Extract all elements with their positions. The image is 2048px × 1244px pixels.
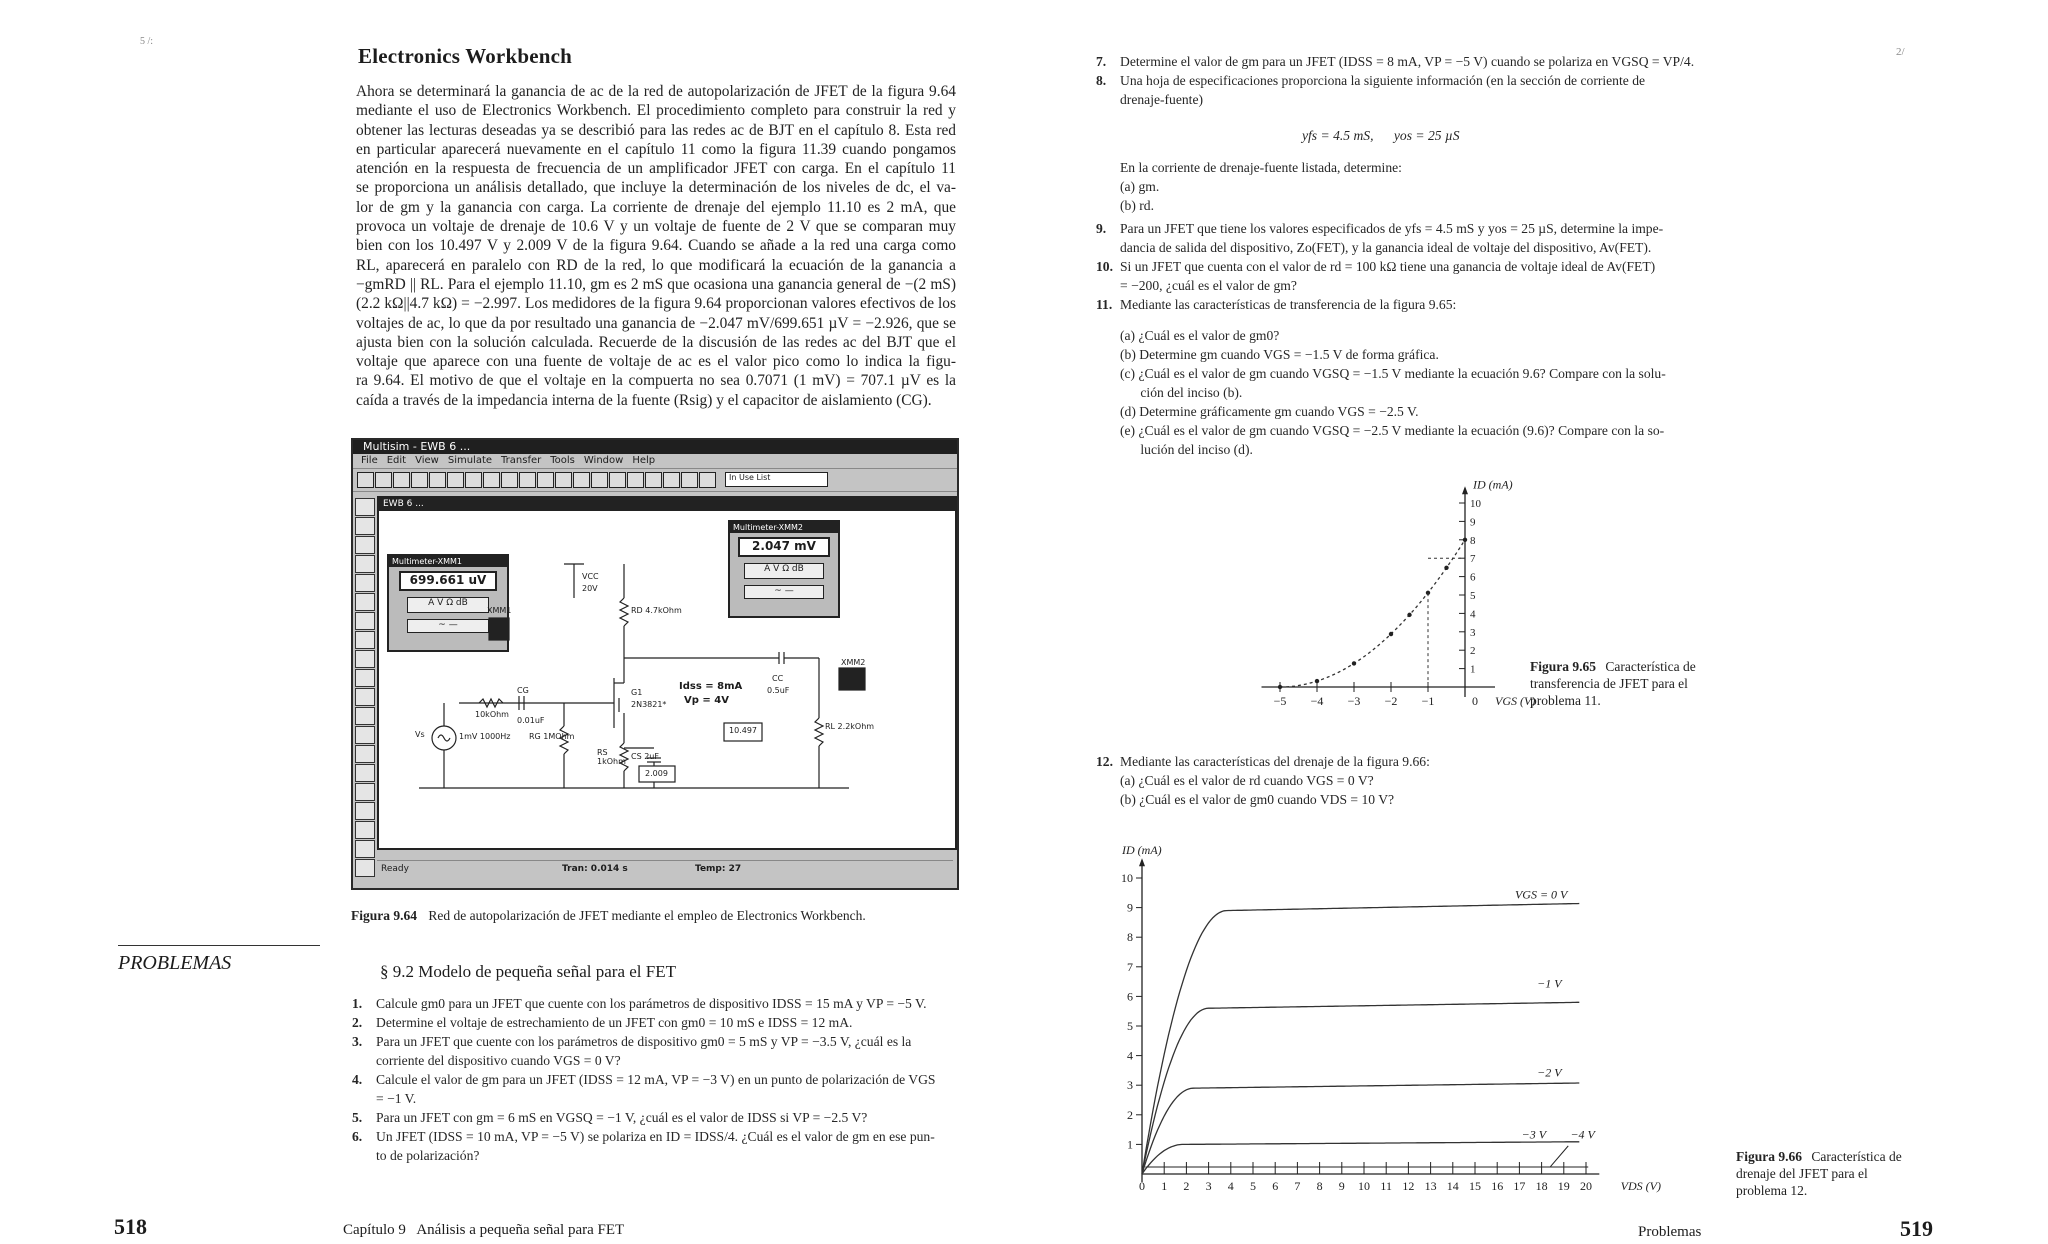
toolbar-button[interactable] [411, 472, 428, 488]
component-icon[interactable] [355, 574, 375, 592]
x-tick-label: 3 [1205, 1179, 1212, 1193]
toolbar-button[interactable] [573, 472, 590, 488]
component-icon[interactable] [355, 802, 375, 820]
meter2-display: 2.047 mV [738, 537, 830, 557]
paragraph-line: (2.2 kΩ||4.7 kΩ) = −2.997. Los medidores de la figura 9.64 proporcionan valores efectivos de los [356, 295, 956, 313]
subquestion: lución del inciso (d). [1120, 442, 1253, 457]
y-tick-label: 5 [1127, 1019, 1133, 1033]
xmm1-label: XMM1 [487, 606, 512, 615]
x-tick-label: 2 [1183, 1179, 1190, 1193]
data-point [1389, 632, 1393, 636]
problems-right-a [1096, 52, 1706, 109]
menu-item[interactable]: Help [632, 455, 656, 466]
fig64-label: Figura 9.64 [351, 908, 417, 923]
y-axis-arrow [1462, 486, 1468, 494]
toolbar-button[interactable] [429, 472, 446, 488]
subquestion: (b) ¿Cuál es el valor de gm0 cuando VDS = 10 V? [1120, 792, 1395, 807]
x-tick-label: 18 [1535, 1179, 1548, 1193]
x-tick-label: 0 [1139, 1179, 1145, 1193]
component-icon[interactable] [355, 593, 375, 611]
y-tick-label: 4 [1127, 1048, 1133, 1063]
x-tick-label: 16 [1491, 1179, 1504, 1193]
y-tick-label: 4 [1470, 608, 1476, 621]
paragraph-line: ajusta bien con la solución calculada. Recuerde de la discusión de las redes ac del BJT que el [356, 333, 956, 351]
ewb-screenshot [351, 438, 959, 890]
paragraph-line: provoca un voltaje de drenaje de 10.6 V y un voltaje de fuente de 2 V que se comparan muy [356, 218, 956, 236]
problem-number: 9. [1096, 221, 1107, 236]
problem-text: Mediante las características del drenaje de la figura 9.66: [1120, 754, 1430, 769]
cg-label: CG [517, 686, 529, 695]
y-tick-label: 2 [1127, 1107, 1133, 1122]
jfet-label: 2N3821* [631, 700, 667, 709]
problem-number: 10. [1096, 259, 1113, 274]
y-tick-label: 3 [1127, 1078, 1133, 1093]
meter2-mode[interactable]: ~ — [744, 585, 824, 599]
fig65-line2: problema 11. [1530, 693, 1601, 708]
problem-text: Determine el voltaje de estrechamiento de un JFET con gm0 = 10 mS e IDSS = 12 mA. [376, 1015, 853, 1030]
toolbar-button[interactable] [537, 472, 554, 488]
component-icon[interactable] [355, 859, 375, 877]
fig64-text: Red de autopolarización de JFET mediante el empleo de Electronics Workbench. [428, 908, 866, 923]
drain-curve [1142, 1142, 1579, 1174]
problem-item [1096, 752, 1706, 771]
volt2-readout: 2.009 [645, 769, 668, 778]
transfer-curve [1280, 540, 1465, 687]
y-tick-label: 5 [1470, 590, 1476, 602]
toolbar-button[interactable] [627, 472, 644, 488]
x-tick-label: 11 [1380, 1179, 1392, 1193]
toolbar-button[interactable] [357, 472, 374, 488]
y-tick-label: 1 [1470, 663, 1476, 676]
status-temp: Temp: 27 [695, 864, 742, 874]
menu-item[interactable]: View [415, 455, 439, 466]
leader-line [1550, 1146, 1568, 1167]
toolbar [353, 468, 957, 492]
x-tick-label: 14 [1446, 1179, 1459, 1193]
circuit-window [377, 496, 957, 850]
problem-text: drenaje-fuente) [1120, 92, 1204, 107]
status-bar [377, 860, 953, 877]
vp-label: Vp = 4V [684, 695, 729, 706]
figure-9-66-caption [1736, 1148, 1936, 1199]
data-point [1463, 538, 1467, 542]
meter1-buttons[interactable]: A V Ω dB [407, 597, 489, 613]
data-point [1407, 613, 1411, 617]
problem-item [352, 1070, 952, 1108]
x-tick-label: 0 [1472, 694, 1478, 708]
toolbar-button[interactable] [591, 472, 608, 488]
meter2-buttons[interactable]: A V Ω dB [744, 563, 824, 579]
menu-item[interactable]: Simulate [447, 455, 493, 466]
subquestion: (b) Determine gm cuando VGS = −1.5 V de forma gráfica. [1120, 347, 1439, 362]
problem-item [352, 1108, 952, 1127]
component-icon[interactable] [355, 650, 375, 668]
x-tick-label: 9 [1338, 1179, 1345, 1193]
menu-item[interactable]: Tools [550, 455, 575, 466]
y-tick-label: 8 [1470, 534, 1476, 547]
x-tick-label: 6 [1272, 1179, 1279, 1193]
problem-text: Si un JFET que cuenta con el valor de rd = 100 kΩ tiene una ganancia de voltaje ideal de Av(FET) [1120, 259, 1656, 274]
menu-item[interactable]: Transfer [501, 455, 542, 466]
problem-number: 4. [352, 1072, 363, 1087]
component-icon[interactable] [355, 764, 375, 782]
meter1-title: Multimeter-XMM1 [389, 556, 507, 567]
x-axis-label: VDS (V) [1620, 1179, 1661, 1193]
rl-label: RL 2.2kOhm [825, 722, 875, 731]
toolbar-button[interactable] [483, 472, 500, 488]
subquestion: (a) ¿Cuál es el valor de gm0? [1120, 328, 1280, 343]
paragraph-line: lor de gm y la ganancia con carga. La corriente de drenaje del ejemplo 11.10 es 2 mA, que [356, 198, 956, 216]
vs-label: Vs [415, 730, 425, 739]
x-tick-label: 17 [1513, 1179, 1526, 1193]
in-use-list[interactable]: In Use List [725, 472, 828, 487]
window-title: Multisim - EWB 6 ... [353, 440, 957, 454]
fig66-label: Figura 9.66 [1736, 1149, 1802, 1164]
y-tick-label: 10 [1470, 498, 1481, 510]
figure-9-65-chart [1215, 455, 1535, 715]
y-tick-label: 9 [1470, 516, 1476, 529]
x-tick-label: 5 [1250, 1179, 1256, 1193]
problem-item [1096, 295, 1706, 314]
toolbar-button[interactable] [645, 472, 662, 488]
vs-value: 1mV 1000Hz [459, 732, 511, 741]
x-tick-label: −4 [1310, 694, 1324, 708]
problem-text: to de polarización? [376, 1148, 480, 1163]
problem-text: Una hoja de especificaciones proporciona la siguiente información (en la sección de corriente de [1120, 73, 1646, 88]
toolbar-button[interactable] [663, 472, 680, 488]
x-tick-label: 8 [1316, 1179, 1323, 1193]
x-tick-label: −5 [1273, 694, 1287, 708]
problem-text: Mediante las características de transferencia de la figura 9.65: [1120, 297, 1457, 312]
y-tick-label: 8 [1127, 930, 1133, 945]
status-ready: Ready [381, 864, 409, 874]
status-tran: Tran: 0.014 s [562, 864, 628, 874]
rsig-label: 10kOhm [475, 710, 509, 719]
y-tick-label: 1 [1127, 1137, 1133, 1152]
x-tick-label: −3 [1347, 694, 1361, 708]
component-icon[interactable] [355, 707, 375, 725]
page-number-left: 518 [114, 1214, 147, 1239]
cs-label: CS 2uF [631, 752, 659, 761]
problem-text: = −200, ¿cuál es el valor de gm? [1120, 278, 1297, 293]
series-label: −4 V [1570, 1127, 1595, 1142]
problems-rule [118, 945, 320, 946]
rg-label: RG 1MOhm [529, 732, 575, 741]
problem-text: Para un JFET que cuente con los parámetros de dispositivo gm0 = 5 mS y VP = −3.5 V, ¿cuál es la [376, 1034, 912, 1049]
figure-9-66-chart [1100, 820, 1720, 1220]
paragraph [356, 82, 956, 410]
toolbar-button[interactable] [681, 472, 698, 488]
y-tick-label: 6 [1470, 571, 1476, 584]
menu-item[interactable]: Edit [386, 455, 407, 466]
spec-b: (b) rd. [1120, 198, 1154, 213]
toolbar-button[interactable] [375, 472, 392, 488]
problem-text: = −1 V. [376, 1091, 417, 1106]
problem-number: 1. [352, 996, 363, 1011]
y-axis-label: ID (mA) [1473, 477, 1513, 492]
series-label: −1 V [1537, 976, 1562, 991]
paragraph-line: en particular aparecerá nuevamente en el capítulo 11 como la figura 11.39 cuando pongamos [356, 140, 956, 158]
component-toolbar [355, 498, 375, 878]
toolbar-button[interactable] [393, 472, 410, 488]
problem-12 [1096, 752, 1706, 809]
problem-item [352, 1127, 952, 1165]
fig66-line1: drenaje del JFET para el [1736, 1166, 1868, 1181]
toolbar-button[interactable] [465, 472, 482, 488]
problem-number: 12. [1096, 754, 1113, 769]
problem-number: 6. [352, 1129, 363, 1144]
cg-value: 0.01uF [517, 716, 545, 725]
component-icon[interactable] [355, 536, 375, 554]
x-axis-label: VGS (V) [1495, 694, 1535, 708]
problem-item [1096, 257, 1706, 295]
cc-label: CC [772, 674, 784, 683]
p11-subs [1120, 326, 1720, 459]
drain-curve [1142, 904, 1579, 1175]
subquestion: (a) ¿Cuál es el valor de rd cuando VGS = 0 V? [1120, 773, 1374, 788]
data-point [1352, 661, 1356, 665]
page-number-right: 519 [1900, 1216, 1933, 1241]
x-tick-label: 19 [1557, 1179, 1570, 1193]
series-label: VGS = 0 V [1514, 887, 1568, 902]
x-tick-label: −1 [1421, 694, 1435, 708]
y-tick-label: 3 [1470, 626, 1476, 639]
x-tick-label: 12 [1402, 1179, 1415, 1193]
problem-text: dancia de salida del dispositivo, Zo(FET), y la ganancia ideal de voltaje del dispositivo, Av(FET). [1120, 240, 1652, 255]
corner-mark-left: 5 /: [140, 36, 154, 47]
meter1-mode[interactable]: ~ — [407, 619, 489, 633]
inner-title: EWB 6 ... [379, 498, 955, 511]
y-tick-label: 6 [1127, 989, 1133, 1004]
component-icon[interactable] [355, 555, 375, 573]
paragraph-line: atención en la respuesta de frecuencia de un amplificador JFET con carga. En el capítulo 11 [356, 160, 956, 178]
problem-text: Calcule gm0 para un JFET que cuente con los parámetros de dispositivo IDSS = 15 mA y VP = −5 V. [376, 996, 927, 1011]
component-icon[interactable] [355, 783, 375, 801]
y-axis-label: ID (mA) [1122, 843, 1162, 858]
y-tick-label: 10 [1121, 871, 1133, 885]
paragraph-line: se proporciona un análisis detallado, que incluye la determinación de los niveles de dc, el va- [356, 179, 956, 197]
figure-9-65-caption [1530, 658, 1720, 709]
fig65-label: Figura 9.65 [1530, 659, 1596, 674]
problem-item [1096, 219, 1706, 257]
x-tick-label: 13 [1424, 1179, 1437, 1193]
section-title: Electronics Workbench [358, 44, 573, 68]
menu-bar [353, 454, 957, 468]
fig65-line1: transferencia de JFET para el [1530, 676, 1688, 691]
y-tick-label: 2 [1470, 645, 1476, 658]
x-tick-label: 7 [1294, 1179, 1301, 1193]
meter2-title: Multimeter-XMM2 [730, 522, 838, 533]
subquestion: ción del inciso (b). [1120, 385, 1243, 400]
problem-text: Calcule el valor de gm para un JFET (IDSS = 12 mA, VP = −3 V) en un punto de polarización de VGS [376, 1072, 936, 1087]
y-tick-label: 9 [1127, 900, 1133, 915]
component-icon[interactable] [355, 821, 375, 839]
paragraph-line: RL, aparecerá en paralelo con RD de la red, lo que modificará la ecuación de la ganancia a [356, 256, 956, 274]
footer-right: Problemas [1638, 1224, 1702, 1240]
meter1-display: 699.661 uV [399, 571, 497, 591]
problem-text: Determine el valor de gm para un JFET (IDSS = 8 mA, VP = −5 V) cuando se polariza en VGSQ = VP/4. [1120, 54, 1695, 69]
paragraph-line: bien con los 10.497 V y 2.009 V de la figura 9.64. Cuando se añade a la red una carga como [356, 237, 956, 255]
footer-left: Capítulo 9 Análisis a pequeña señal para FET [343, 1222, 625, 1238]
problem-item [1096, 52, 1706, 71]
x-tick-label: 10 [1358, 1179, 1370, 1193]
x-tick-label: 1 [1161, 1179, 1168, 1193]
fig65-line0: Característica de [1605, 659, 1696, 674]
component-icon[interactable] [355, 517, 375, 535]
paragraph-line: caída a través de la impedancia interna de la fuente (Rsig) y el capacitor de aislamiento (CG). [356, 391, 932, 409]
toolbar-button[interactable] [519, 472, 536, 488]
toolbar-button[interactable] [555, 472, 572, 488]
vdd-value: 20V [582, 584, 598, 593]
x-tick-label: 4 [1227, 1179, 1234, 1193]
fig66-line2: problema 12. [1736, 1183, 1808, 1198]
subquestion: (e) ¿Cuál es el valor de gm cuando VGSQ = −2.5 V mediante la ecuación (9.6)? Compare con la so- [1120, 423, 1665, 438]
problem-text: Un JFET (IDSS = 10 mA, VP = −5 V) se polariza en ID = IDSS/4. ¿Cuál es el valor de gm en ese pun- [376, 1129, 935, 1144]
xmm2-label: XMM2 [841, 658, 866, 667]
x-tick-label: 15 [1469, 1179, 1481, 1193]
spec-followup: En la corriente de drenaje-fuente listada, determine: [1120, 160, 1402, 175]
problem-item [1096, 71, 1706, 109]
problem-number: 8. [1096, 73, 1107, 88]
data-point [1444, 566, 1448, 570]
spec-line: yfs = 4.5 mS, yos = 25 µS [1302, 128, 1460, 143]
paragraph-line: obtener las lecturas deseadas ya se describió para las redes ac de BJT en el capítulo 8. Esta red [356, 121, 956, 139]
component-icon[interactable] [355, 669, 375, 687]
subsection-title: § 9.2 Modelo de pequeña señal para el FET [380, 962, 676, 981]
vdd-label: VCC [582, 572, 599, 581]
component-icon[interactable] [355, 726, 375, 744]
g1-label: G1 [631, 688, 643, 697]
paragraph-line: −gmRD || RL. Para el ejemplo 11.10, gm es 2 mS que ocasiona una ganancia general de −(2 mS) [356, 275, 956, 293]
menu-item[interactable]: File [361, 455, 378, 466]
problems-heading: PROBLEMAS [118, 952, 232, 974]
problem-text: Para un JFET que tiene los valores especificados de yfs = 4.5 mS y yos = 25 µS, determine la impe- [1120, 221, 1664, 236]
volt1-readout: 10.497 [729, 726, 757, 735]
problem-text: Para un JFET con gm = 6 mS en VGSQ = −1 V, ¿cuál es el valor de IDSS si VP = −2.5 V? [376, 1110, 868, 1125]
toolbar-button[interactable] [609, 472, 626, 488]
toolbar-button[interactable] [447, 472, 464, 488]
component-icon[interactable] [355, 745, 375, 763]
problem-number: 3. [352, 1034, 363, 1049]
circuit-diagram [379, 498, 955, 848]
y-tick-label: 7 [1470, 553, 1476, 566]
problem-item [352, 1032, 952, 1070]
paragraph-line: Ahora se determinará la ganancia de ac de la red de autopolarización de JFET de la figura 9.64 [356, 83, 956, 100]
component-icon[interactable] [355, 688, 375, 706]
drain-curve [1142, 1083, 1579, 1174]
component-icon[interactable] [355, 498, 375, 516]
spec-a: (a) gm. [1120, 179, 1160, 194]
component-icon[interactable] [355, 840, 375, 858]
menu-item[interactable]: Window [583, 455, 624, 466]
component-icon[interactable] [355, 612, 375, 630]
component-icon[interactable] [355, 631, 375, 649]
problem-number: 7. [1096, 54, 1107, 69]
problem-number: 11. [1096, 297, 1113, 312]
problem-item [352, 994, 952, 1013]
corner-mark-right: 2/ [1896, 46, 1905, 58]
x-tick-label: 20 [1580, 1179, 1592, 1193]
y-axis-arrow [1139, 858, 1145, 866]
data-point [1278, 685, 1282, 689]
series-label: −3 V [1521, 1127, 1547, 1142]
y-tick-label: 7 [1127, 959, 1133, 974]
subquestion: (c) ¿Cuál es el valor de gm cuando VGSQ = −1.5 V mediante la ecuación 9.6? Compare con la solu- [1120, 366, 1666, 381]
series-label: −2 V [1537, 1065, 1562, 1080]
paragraph-line: voltajes de ac, lo que da por resultado una ganancia de −2.047 mV/699.651 µV = −2.926, que se [356, 314, 956, 332]
x-tick-label: −2 [1384, 694, 1398, 708]
problem-number: 5. [352, 1110, 363, 1125]
problems-right-b [1096, 219, 1706, 314]
problem-item [352, 1013, 952, 1032]
data-point [1315, 679, 1319, 683]
subquestion: (d) Determine gráficamente gm cuando VGS = −2.5 V. [1120, 404, 1419, 419]
toolbar-button[interactable] [501, 472, 518, 488]
rd-label: RD 4.7kOhm [631, 606, 682, 615]
paragraph-line: ra 9.64. El motivo de que el voltaje en la compuerta no sea 0.7071 (1 mV) = 707.1 µV es la [356, 372, 956, 390]
fig66-line0: Característica de [1811, 1149, 1902, 1164]
paragraph-line: mediante el uso de Electronics Workbench. El procedimiento completo para construir la red y [356, 102, 956, 120]
toolbar-button[interactable] [699, 472, 716, 488]
problem-number: 2. [352, 1015, 363, 1030]
idss-label: Idss = 8mA [679, 681, 743, 692]
rs-label: RS 1kOhm [597, 748, 626, 766]
cc-value: 0.5uF [767, 686, 790, 695]
problem-text: corriente del dispositivo cuando VGS = 0 V? [376, 1053, 621, 1068]
figure-9-64-caption [351, 907, 866, 924]
problems-left [352, 994, 952, 1165]
paragraph-line: voltaje que aparece con una fuente de voltaje de ac es el valor pico como lo indica la figu- [356, 353, 956, 371]
